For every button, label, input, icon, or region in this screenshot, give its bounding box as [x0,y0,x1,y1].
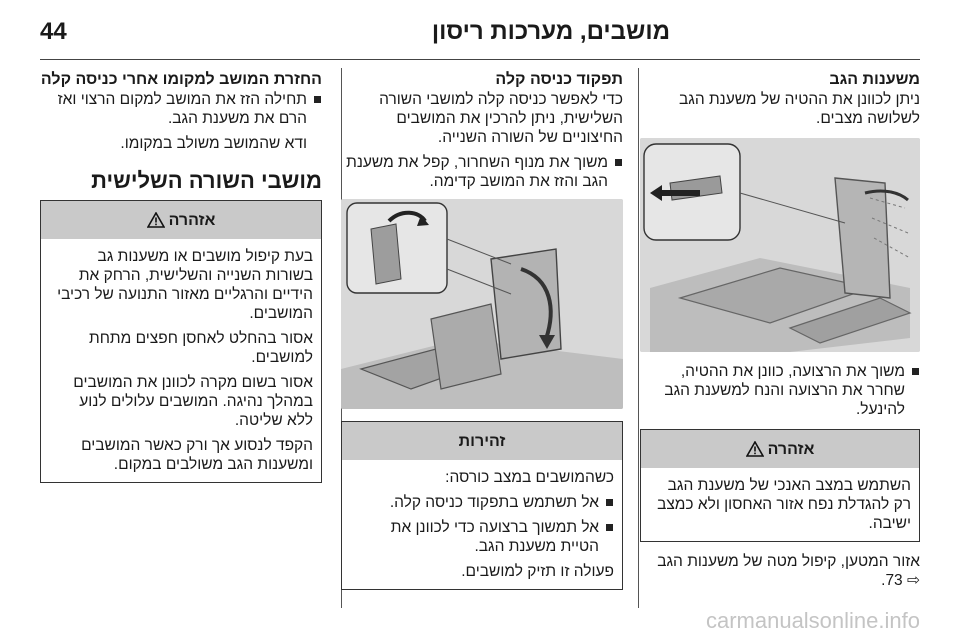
caution-item-1-text: אל תשתמש בתפקוד כניסה קלה. [389,494,599,511]
warning-triangle-icon [746,441,764,457]
seat-recline-drawing [640,138,920,352]
square-bullet-icon [912,368,919,375]
warning-paragraph-2: אסור בהחלט לאחסן חפצים מתחת למושבים. [89,330,313,366]
square-bullet-icon [615,159,622,166]
square-bullet-icon [314,96,321,103]
caution-intro: כשהמושבים במצב כורסה: [445,469,614,486]
cross-reference: אזור המטען, קיפול מטה של משענות הגב ⇨ 73. [657,553,920,589]
right-column [640,70,920,596]
caution-item-1 [350,493,614,512]
warning-header [41,201,321,239]
backrest-step-text: משוך את הרצועה, כוונן את ההטיה, שחרר את הרצועה והנח למשענת הגב להינעל. [664,363,905,418]
warning-title: אזהרה [168,211,216,229]
warning-paragraph-4: הקפד לנסוע אך ורק כאשר המושבים ומשענות הגב משולבים במקום. [81,437,313,473]
warning-title: אזהרה [767,440,815,458]
backrest-illustration [640,138,920,352]
section-heading-backrests: משענות הגב [829,71,920,88]
caution-box [341,421,623,590]
easy-entry-step-text: משוך את מנוף השחרור, קפל את משענת הגב והזז את המושב קדימה. [346,154,608,190]
backrest-warning-box [640,429,920,542]
third-row-warning-box [40,200,322,483]
caution-item-2 [350,518,614,556]
section-heading-third-row: מושבי השורה השלישית [91,168,322,193]
section-heading-easy-entry: תפקוד כניסה קלה [495,71,623,88]
page-number: 44 [40,18,67,45]
watermark: carmanualsonline.info [705,608,920,633]
reference-arrow-icon: ⇨ [907,572,920,589]
warning-body [41,239,321,482]
section-heading-return-seat: החזרת המושב למקומו אחרי כניסה קלה [40,71,322,88]
header-divider [40,59,920,60]
warning-header [641,430,919,468]
easy-entry-illustration [341,199,623,409]
seat-fold-drawing [341,199,623,409]
warning-body [641,468,919,541]
column-divider-right [638,68,639,608]
caution-body [342,460,622,589]
warning-paragraph-3: אסור בשום מקרה לכוונן את המושבים במהלך נהיגה. המושבים עלולים לנוע ללא שליטה. [73,374,313,429]
caution-item-2-text: אל תמשוך ברצועה כדי לכוונן את הטיית משענת הגב. [390,519,599,555]
page-title: מושבים, מערכות ריסון [431,18,670,45]
return-seat-note: ודא שהמושב משולב במקומו. [120,135,307,152]
middle-column [341,70,623,590]
backrest-intro: ניתן לכוונן את ההטיה של משענת הגב לשלושה מצבים. [679,91,920,127]
warning-paragraph-1: בעת קיפול מושבים או משענות גב בשורות השנייה והשלישית, הרחק את הידיים והרגליים מאזור התנועה של רכיבי המושבים. [57,248,313,322]
left-column [40,70,322,483]
page-header [40,10,920,58]
caution-header [342,422,622,460]
backrest-step [640,362,920,419]
return-seat-step-text: תחילה הזז את המושב למקום הרצוי ואז הרם את משענת הגב. [57,91,307,127]
caution-outro: פעולה זו תזיק למושבים. [461,563,614,580]
caution-title: זהירות [458,432,506,450]
easy-entry-step [341,153,623,191]
square-bullet-icon [606,499,613,506]
cross-reference-text: אזור המטען, קיפול מטה של משענות הגב [657,553,920,570]
return-seat-step [40,90,322,128]
square-bullet-icon [606,524,613,531]
warning-triangle-icon [147,212,165,228]
cross-reference-page[interactable]: 73 [885,572,903,589]
warning-text: השתמש במצב האנכי של משענת הגב רק להגדלת נפח אזור האחסון ולא כמצב ישיבה. [657,477,911,532]
easy-entry-intro: כדי לאפשר כניסה קלה למושבי השורה השלישית, ניתן להרכין את המושבים החיצוניים של השורה השנייה. [379,91,623,146]
